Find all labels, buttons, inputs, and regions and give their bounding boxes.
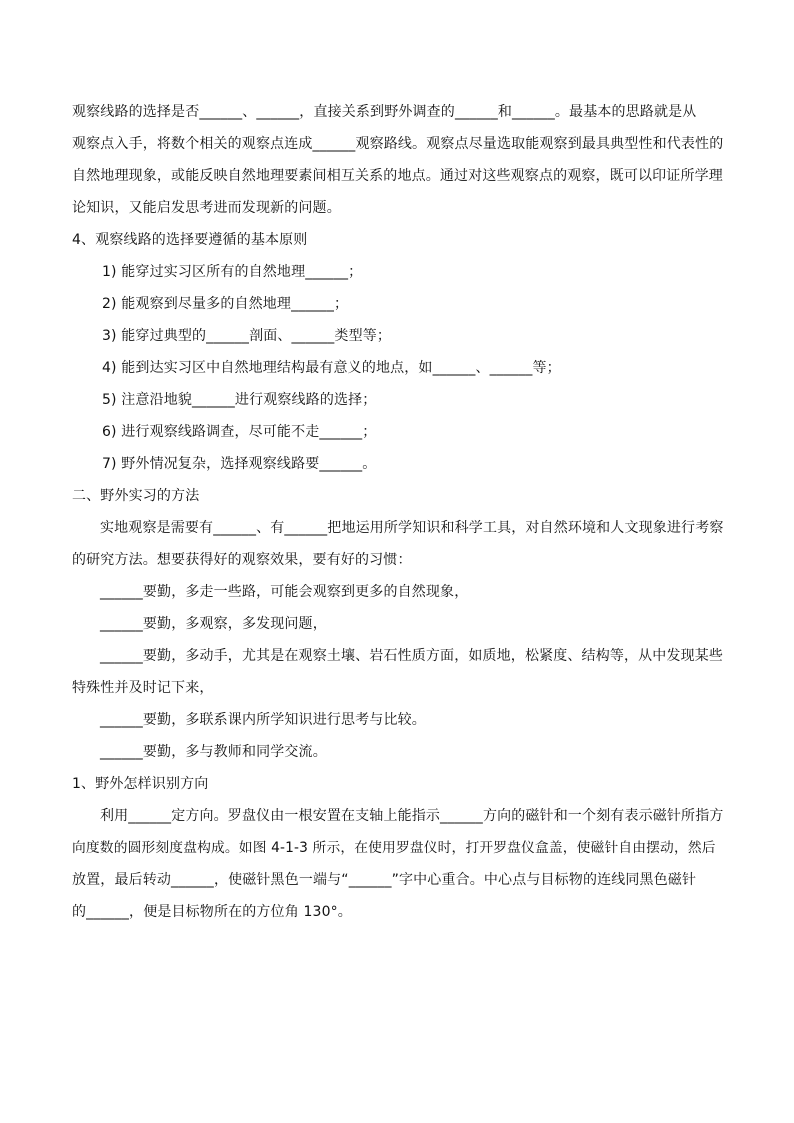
list-item: 5) 注意沿地貌______进行观察线路的选择；: [102, 392, 377, 408]
text-line: 的______，便是目标物所在的方位角 130°。: [72, 904, 352, 920]
list-item: 2) 能观察到尽量多的自然地理______；: [102, 296, 349, 312]
document-body: [72, 96, 724, 928]
text-line: ______要勤，多动手，尤其是在观察土壤、岩石性质方面，如质地，松紧度、结构等，从中发现某些: [100, 648, 724, 664]
section-heading: 二、野外实习的方法: [72, 488, 200, 504]
text-line: 利用______定方向。罗盘仪由一根安置在支轴上能指示______方向的磁针和一个刻有表示磁针所指方: [100, 808, 724, 824]
list-item: 4) 能到达实习区中自然地理结构最有意义的地点，如______、______等；: [102, 360, 561, 376]
list-item: 1) 能穿过实习区所有的自然地理______；: [102, 264, 363, 280]
text-line: 实地观察是需要有______、有______把地运用所学知识和科学工具，对自然环境和人文现象进行考察: [100, 520, 724, 536]
section-heading: 4、观察线路的选择要遵循的基本原则: [72, 232, 308, 248]
text-line: 论知识，又能启发思考进而发现新的问题。: [72, 200, 341, 216]
list-item: 7) 野外情况复杂，选择观察线路要______。: [102, 456, 377, 472]
text-line: 观察点入手，将数个相关的观察点连成______观察路线。观察点尽量选取能观察到最具典型性和代表性的: [72, 136, 724, 152]
text-line: 特殊性并及时记下来，: [72, 680, 214, 696]
text-line: ______要勤，多观察，多发现问题，: [100, 616, 327, 632]
text-line: 向度数的圆形刻度盘构成。如图 4-1-3 所示，在使用罗盘仪时，打开罗盘仪盒盖，使磁针自由摆动，然后: [72, 840, 716, 856]
text-line: 放置，最后转动______，使磁针黑色一端与“______”字中心重合。中心点与目标物的连线同黑色磁针: [72, 872, 697, 888]
list-item: 3) 能穿过典型的______剖面、______类型等；: [102, 328, 392, 344]
text-line: 观察线路的选择是否______、______，直接关系到野外调查的______和______。最基本的思路就是从: [72, 104, 697, 120]
section-heading: 1、野外怎样识别方向: [72, 776, 209, 792]
text-line: ______要勤，多联系课内所学知识进行思考与比较。: [100, 712, 426, 728]
text-line: 的研究方法。想要获得好的观察效果，要有好的习惯：: [72, 552, 412, 568]
list-item: 6) 进行观察线路调查，尽可能不走______；: [102, 424, 377, 440]
text-line: ______要勤，多与教师和同学交流。: [100, 744, 327, 760]
text-line: ______要勤，多走一些路，可能会观察到更多的自然现象，: [100, 584, 469, 600]
text-line: 自然地理现象，或能反映自然地理要素间相互关系的地点。通过对这些观察点的观察，既可以印证所学理: [72, 168, 723, 184]
